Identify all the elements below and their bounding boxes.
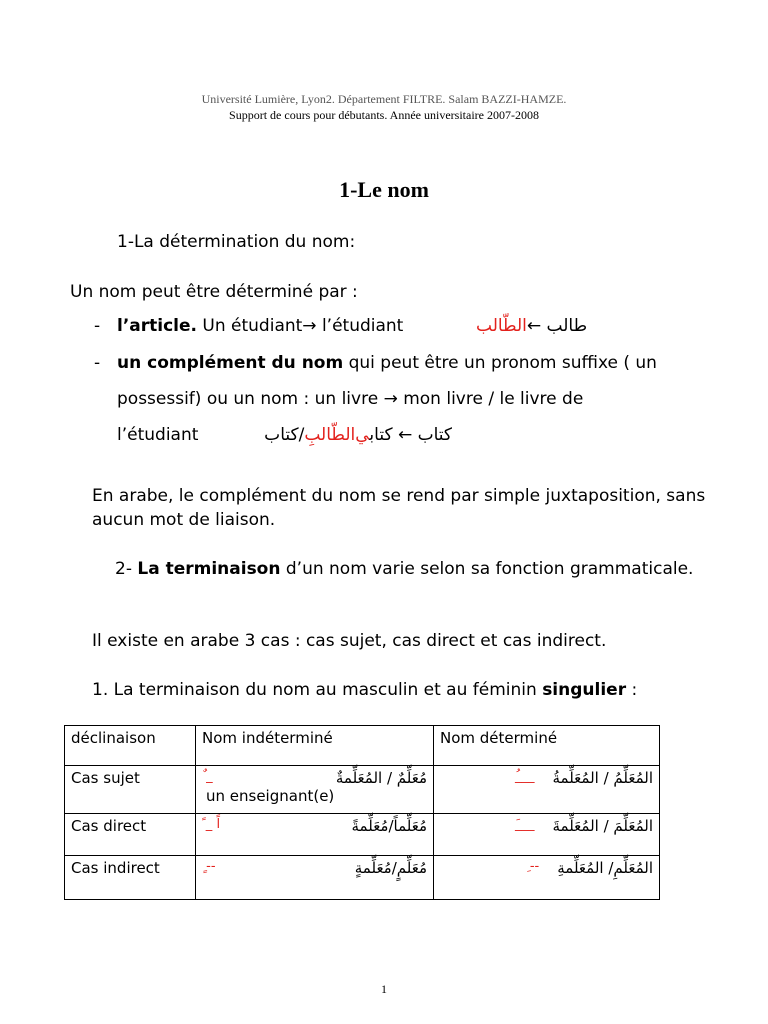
case-cell: Cas indirect	[65, 856, 196, 900]
ending-mark: ً _ اً	[202, 817, 221, 832]
section-2-text: d’un nom varie selon sa fonction grammaticale.	[280, 559, 694, 579]
section-2-paragraph	[92, 557, 712, 581]
section-2-bold: La terminaison	[137, 559, 281, 579]
numbered-item-end: :	[626, 680, 638, 700]
header-cell: Nom déterminé	[434, 726, 660, 766]
det-cell	[434, 766, 660, 814]
arabic-complement-b-red: الطّالبِ	[304, 425, 356, 445]
header-cell: Nom indéterminé	[196, 726, 434, 766]
intro-text: Un nom peut être déterminé par :	[70, 282, 358, 302]
arabic-det: المُعَلِّمُ / المُعَلِّمةُ	[552, 769, 653, 787]
ending-mark: ِ --	[525, 859, 540, 874]
ending-mark: ُ___	[514, 769, 535, 784]
arabic-complement-b	[259, 425, 355, 445]
ending-mark: ٌ _	[202, 769, 213, 784]
list-item-complement	[117, 351, 657, 375]
header-line-1: Université Lumière, Lyon2. Département FILTRE. Salam BAZZI-HAMZE.	[201, 92, 567, 106]
arabic-complement-a-plain: كتاب ← كتاب	[369, 425, 452, 445]
page-title: 1-Le nom	[339, 177, 429, 202]
table-row	[65, 856, 660, 900]
indet-cell	[196, 856, 434, 900]
complement-text-1: qui peut être un pronom suffixe ( un	[343, 353, 657, 373]
complement-bold: un complément du nom	[117, 353, 344, 373]
arabic-article-example	[476, 314, 604, 338]
arabic-complement-b-plain: /كتاب	[258, 425, 305, 445]
det-cell	[434, 856, 660, 900]
indet-note: un enseignant(e)	[206, 787, 335, 805]
arabic-red: الطّالب	[476, 316, 527, 336]
header-cell: déclinaison	[65, 726, 196, 766]
arabic-indet: مُعَلِّمٍ/مُعَلِّمةٍ	[354, 859, 427, 877]
bullet-dash: -	[94, 316, 101, 336]
page-number: 1	[381, 982, 387, 996]
section-2-prefix: 2-	[115, 559, 138, 579]
section-heading-1: 1-La détermination du nom:	[117, 232, 356, 252]
case-cell: Cas sujet	[65, 766, 196, 814]
numbered-item-bold: singulier	[542, 680, 627, 700]
list-item-article	[117, 314, 403, 338]
ending-mark: ٍ --	[202, 859, 216, 874]
arabic-complement-a	[355, 425, 452, 445]
table-row	[65, 814, 660, 856]
declension-table	[64, 725, 660, 900]
det-cell	[434, 814, 660, 856]
ending-mark: َ___	[514, 817, 535, 832]
case-cell: Cas direct	[65, 814, 196, 856]
arabic-indet: مُعَلِّماً/مُعَلِّمةً	[351, 817, 427, 835]
numbered-item-1	[92, 678, 637, 702]
article-bold: l’article.	[117, 316, 197, 336]
arabic-indet: مُعَلِّمٌ / المُعَلِّمةٌ	[335, 769, 427, 787]
indet-cell	[196, 814, 434, 856]
table-row	[65, 766, 660, 814]
arabic-det: المُعَلِّمِ/ المُعَلِّمةِ	[557, 859, 653, 877]
paragraph-juxtaposition: En arabe, le complément du nom se rend par simple juxtaposition, sans aucun mot de liaison.	[92, 486, 706, 530]
complement-text-2: possessif) ou un nom : un livre → mon livre / le livre de	[117, 389, 584, 409]
arabic-plain: طالب ←	[526, 316, 588, 336]
article-text: Un étudiant→ l’étudiant	[197, 316, 404, 336]
complement-text-3: l’étudiant	[117, 425, 199, 445]
header-line-2: Support de cours pour débutants. Année universitaire 2007-2008	[229, 108, 539, 122]
table-header-row	[65, 726, 660, 766]
arabic-complement-a-red: ي	[355, 425, 370, 445]
arabic-complement-example	[230, 423, 452, 447]
numbered-item-text: 1. La terminaison du nom au masculin et au féminin	[92, 680, 543, 700]
cases-text: Il existe en arabe 3 cas : cas sujet, cas direct et cas indirect.	[92, 631, 607, 651]
arabic-det: المُعَلِّمَ / المُعَلِّمةَ	[552, 817, 653, 835]
bullet-dash: -	[94, 353, 101, 373]
indet-cell	[196, 766, 434, 814]
